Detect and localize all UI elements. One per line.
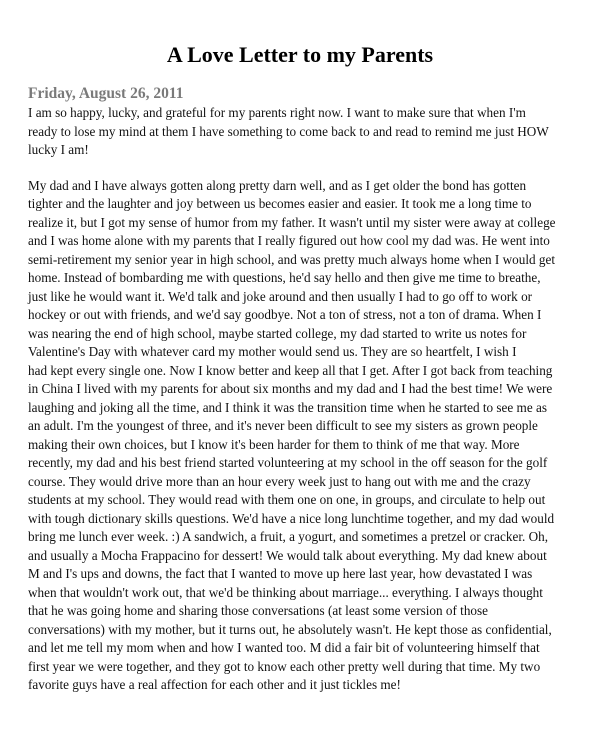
text-line: realize it, but I got my sense of humor from my father. It wasn't until my sister were away at college (28, 214, 556, 230)
text-line: and I was home alone with my parents that I really figured out how cool my dad was. He went into (28, 233, 550, 248)
text-line: My dad and I have always gotten along pretty darn well, and as I get older the bond has gotten (28, 177, 527, 193)
text-line: students at my school. They would read with them one on one, in groups, and circulate to help out (28, 492, 546, 507)
text-line: Valentine's Day with whatever card my mother would send us. They are so heartfelt, I wish I (28, 344, 517, 359)
text-line: bring me lunch ever week. :) A sandwich, a fruit, a yogurt, and sometimes a pretzel or cracker. Oh, (28, 529, 548, 544)
post-date: Friday, August 26, 2011 (28, 85, 184, 102)
text-line: favorite guys have a real affection for each other and it just tickles me! (28, 677, 401, 692)
text-line: first year we were together, and they got to know each other pretty well during that time. My two (28, 658, 541, 674)
text-line: ready to lose my mind at them I have something to come back to and read to remind me just HOW (28, 123, 549, 139)
text-line: home. Instead of bombarding me with questions, he'd say hello and then give me time to breathe, (28, 270, 541, 285)
text-line: with tough dictionary skills questions. We'd have a nice long lunchtime together, and my dad would (28, 510, 555, 526)
text-line: course. They would drive more than an hour every week just to hang out with me and the crazy (28, 473, 531, 489)
text-line: semi-retirement my senior year in high school, and was pretty much always home when I would get (28, 251, 555, 267)
text-line: when that wouldn't work out, that we'd be thinking about marriage... everything. I always thought (28, 584, 543, 600)
text-line: in China I lived with my parents for about six months and my dad and I had the best time! We were (28, 381, 553, 396)
text-line: I am so happy, lucky, and grateful for my parents right now. I want to make sure that when I'm (28, 105, 526, 120)
text-line: an adult. I'm the youngest of three, and it's never been difficult to see my sisters as grown people (28, 418, 538, 433)
text-line: and usually a Mocha Frappacino for dessert! We would talk about everything. My dad knew about (28, 547, 547, 563)
text-line: had kept every single one. Now I know better and keep all that I get. After I got back from teaching (28, 362, 553, 378)
paragraph-dad (28, 177, 576, 695)
text-line: hockey or out with friends, and we'd say goodbye. Not a ton of stress, not a ton of drama. When I (28, 307, 542, 322)
document-title: A Love Letter to my Parents (166, 42, 434, 67)
text-line: that he was going home and sharing those conversations (at least some version of those (28, 603, 488, 618)
text-line: just like he would want it. We'd talk and joke around and then usually I had to go off to work or (28, 288, 533, 304)
text-line: was nearing the end of high school, maybe started college, my dad started to write us notes for (28, 325, 527, 341)
text-line: tighter and the laughter and joy between us becomes easier and easier. It took me a long time to (28, 196, 532, 211)
text-line: lucky I am! (28, 142, 89, 157)
text-line: laughing and joking all the time, and I think it was the transition time when he started to see me as (28, 399, 547, 415)
text-line: recently, my dad and his best friend started volunteering at my school in the off season for the golf (28, 455, 548, 470)
text-line: making their own choices, but I know it's been harder for them to think of me that way. More (28, 436, 520, 452)
text-line: and let me tell my mom when and how I wanted too. M did a fair bit of volunteering himself that (28, 640, 540, 655)
text-line: conversations) with my mother, but it turns out, he absolutely wasn't. He kept those as confidential, (28, 621, 552, 637)
text-line: M and I's ups and downs, the fact that I wanted to move up here last year, how devastated I was (28, 566, 533, 581)
paragraph-intro (28, 104, 576, 160)
letter-body (28, 104, 576, 695)
